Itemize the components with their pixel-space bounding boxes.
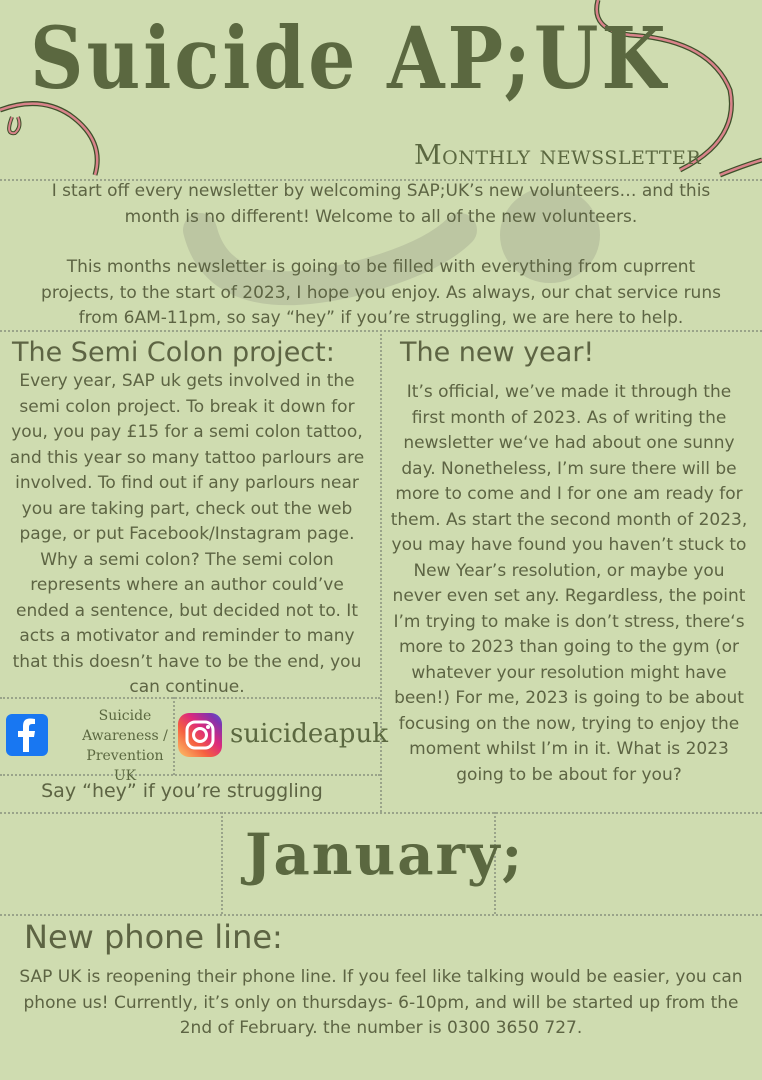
divider	[0, 697, 380, 699]
phone-line-body: SAP UK is reopening their phone line. If you feel like talking would be easier, you can phone us! Currently, it’s only on thursdays- 6-10pm, and will be started up from the 2nd of February. the number is 0300 3650 727.	[19, 967, 743, 1038]
new-year-heading: The new year!	[400, 337, 595, 368]
divider	[0, 914, 762, 916]
divider	[221, 812, 223, 914]
divider	[173, 697, 175, 775]
new-year-body: It’s official, we’ve made it through the first month of 2023. As of writing the newsletter we‘ve had about one sunny day. Nonetheless, I’m sure there will be more to come and I for one am ready for them. As start the second month of 2023, you may have found you haven’t stuck to New Year’s resolution, or maybe you never even set any. Regardless, the point I’m trying to make is don’t stress, there‘s more to 2023 than going to the gym (or whatever your resolution might have been!) For me, 2023 is going to be about focusing on the now, trying to enjoy the moment whilst I’m in it. What is 2023 going to be about for you?	[390, 382, 748, 785]
semicolon-project-heading: The Semi Colon project:	[12, 337, 335, 368]
newsletter-title: Suicide AP;UK	[30, 10, 669, 109]
facebook-page-name[interactable]: Suicide Awareness / Prevention UK	[82, 708, 168, 784]
phone-line-heading: New phone line:	[24, 918, 283, 956]
intro-paragraph-1: I start off every newsletter by welcoming SAP;UK’s new volunteers… and this month is no different! Welcome to all of the new volunteers.	[51, 181, 711, 227]
semicolon-project-body: Every year, SAP uk gets involved in the semi colon project. To break it down for you, you pay £15 for a semi colon tattoo, and this year so many tattoo parlours are involved. To find out if any parlours near you are taking part, check out the web page, or put Facebook/Instagram page. Why a semi colon? The semi colon represents where an author could’ve ended a sentence, but decided not to. It acts a motivator and reminder to many that this doesn’t have to be the end, you can continue.	[9, 371, 365, 697]
month-label: January;	[245, 822, 525, 888]
struggling-tagline: Say “hey” if you’re struggling	[41, 780, 323, 802]
facebook-icon[interactable]	[6, 714, 48, 756]
instagram-icon[interactable]	[178, 713, 222, 757]
divider	[0, 812, 762, 814]
instagram-handle[interactable]: suicideapuk	[230, 719, 388, 749]
intro-paragraph-2: This months newsletter is going to be filled with everything from cuprrent projects, to the start of 2023, I hope you enjoy. As always, our chat service runs from 6AM-11pm, so say “hey” if you’re struggling, we are here to help.	[41, 257, 721, 328]
newsletter-subtitle: Monthly newssletter	[414, 140, 702, 171]
divider	[0, 774, 380, 776]
